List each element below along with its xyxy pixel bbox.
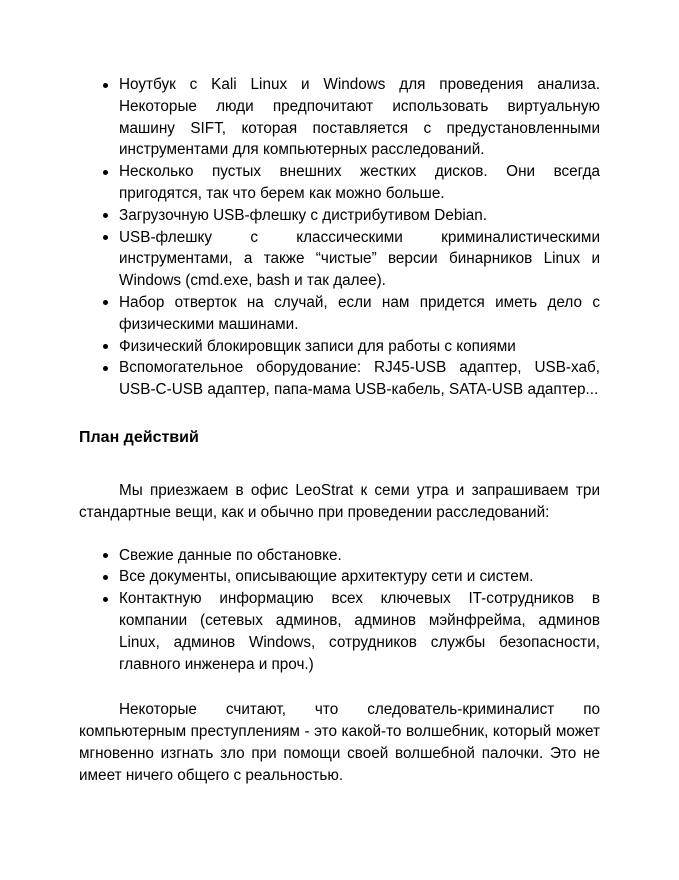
list-item-text: Вспомогательное оборудование: RJ45-USB адаптер, USB-хаб, USB-C-USB адаптер, папа-мама USB-кабель, SATA-USB адаптер...: [119, 359, 600, 399]
list-item-text: Все документы, описывающие архитектуру сети и систем.: [119, 568, 534, 586]
list-item-text: Ноутбук с Kali Linux и Windows для проведения анализа. Некоторые люди предпочитают использовать виртуальную машину SIFT, которая поставляется с предустановленными инструментами для компьютерных расследований.: [119, 76, 600, 159]
intro-paragraph: Мы приезжаем в офис LeoStrat к семи утра и запрашиваем три стандартные вещи, как и обычно при проведении расследований:: [79, 481, 600, 521]
list-item-text: Набор отверток на случай, если нам придется иметь дело с физическими машинами.: [119, 293, 600, 333]
bullet-icon: [103, 300, 108, 305]
bullet-icon: [103, 170, 108, 175]
bullet-icon: [103, 366, 108, 371]
bullet-icon: [103, 597, 108, 602]
list-item: [119, 566, 600, 588]
list-item: [119, 227, 600, 292]
bullet-icon: [103, 344, 108, 349]
list-item: [119, 161, 600, 205]
closing-paragraph: Некоторые считают, что следователь-криминалист по компьютерным преступлениям - это какой-то волшебник, который может мгновенно изгнать зло при помощи своей волшебной палочки. Это не имеет ничего общего с реальностью.: [79, 701, 600, 784]
bullet-icon: [103, 83, 108, 88]
section-heading: План действий: [79, 428, 199, 446]
page-content: [79, 74, 600, 787]
bullet-icon: [103, 553, 108, 558]
list-item: [119, 588, 600, 675]
list-item-text: Свежие данные по обстановке.: [119, 546, 342, 564]
list-item: [119, 545, 600, 567]
list-item-text: Несколько пустых внешних жестких дисков. Они всегда пригодятся, так что берем как можно больше.: [119, 163, 600, 202]
list-item: [119, 336, 600, 358]
list-item-text: Физический блокировщик записи для работы с копиями: [119, 337, 516, 355]
list-item-text: Загрузочную USB-флешку с дистрибутивом Debian.: [119, 206, 488, 224]
list-item: [119, 357, 600, 401]
bullet-icon: [103, 235, 108, 240]
bullet-icon: [103, 213, 108, 218]
equipment-list: [79, 74, 600, 401]
list-item: [119, 292, 600, 336]
list-item: [119, 205, 600, 227]
list-item: [119, 74, 600, 161]
list-item-text: USB-флешку с классическими криминалистическими инструментами, а также “чистые” версии бинарников Linux и Windows (cmd.exe, bash и так далее).: [119, 228, 600, 290]
requests-list: [79, 545, 600, 676]
bullet-icon: [103, 575, 108, 580]
list-item-text: Контактную информацию всех ключевых IT-сотрудников в компании (сетевых админов, админов мэйнфрейма, админов Linux, админов Windows, сотрудников службы безопасности, главного инженера и проч.): [119, 590, 600, 673]
